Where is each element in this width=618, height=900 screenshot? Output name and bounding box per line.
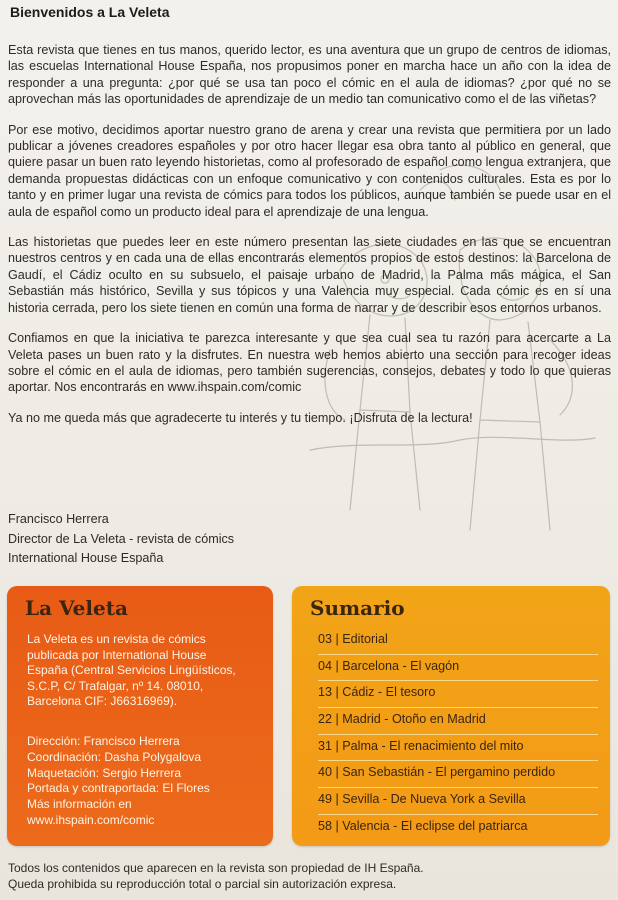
info-line: España (Central Servicios Lingüísticos, — [27, 663, 236, 678]
credit-line: Portada y contraportada: El Flores — [27, 781, 210, 796]
page-title: Bienvenidos a La Veleta — [10, 4, 170, 20]
website-link[interactable]: www.ihspain.com/comic — [27, 812, 155, 827]
about-heading: La Veleta — [25, 596, 128, 620]
credit-line: Dirección: Francisco Herrera — [27, 734, 180, 748]
editorial-text — [8, 42, 611, 440]
toc-item: 40 | San Sebastián - El pergamino perdido — [318, 761, 598, 788]
toc-item: 13 | Cádiz - El tesoro — [318, 681, 598, 708]
signature-org: International House España — [8, 551, 164, 565]
toc-item: 31 | Palma - El renacimiento del mito — [318, 735, 598, 762]
info-line: Barcelona CIF: J66316969). — [27, 694, 178, 709]
summary-heading: Sumario — [310, 596, 405, 620]
footer-line: Queda prohibida su reproducción total o parcial sin autorización expresa. — [8, 877, 397, 891]
info-line: La Veleta es un revista de cómics — [27, 632, 206, 646]
signature-role: Director de La Veleta - revista de cómics — [8, 531, 235, 546]
about-box — [7, 586, 273, 846]
table-of-contents — [318, 628, 598, 842]
toc-item: 03 | Editorial — [318, 628, 598, 655]
info-line: S.C.P, C/ Trafalgar, nº 14. 08010, — [27, 678, 204, 693]
toc-item: 22 | Madrid - Otoño en Madrid — [318, 708, 598, 735]
summary-box — [292, 586, 610, 846]
credit-line: Más información en — [27, 797, 132, 812]
toc-item: 58 | Valencia - El eclipse del patriarca — [318, 818, 528, 833]
signature-name: Francisco Herrera — [8, 512, 109, 526]
paragraph: Las historietas que puedes leer en este número presentan las siete ciudades en las que se encuentran nuestros centros y en cada una de ellas encontrarás elementos propios de estos destinos: la Barcelona de Gaudí, el Cádiz oculto en su subsuelo, el paisaje urbano de Madrid, la Palma más mágica, el San Sebastián más histórico, Sevilla y sus tópicos y una Valencia muy especial. Cada cómic es en sí una historia cerrada, pero los siete tienen en común una forma de narrar y de describir esos entornos urbanos. — [8, 235, 611, 315]
credits-list — [27, 734, 272, 829]
toc-item: 04 | Barcelona - El vagón — [318, 655, 598, 682]
info-line: publicada por International House — [27, 647, 207, 662]
paragraph: Ya no me queda más que agradecerte tu interés y tu tiempo. ¡Disfruta de la lectura! — [8, 410, 473, 425]
paragraph: Esta revista que tienes en tus manos, querido lector, es una aventura que un grupo de centros de idiomas, las escuelas International House España, nos propusimos poner en marcha hace un año con la idea de responder a una pregunta: ¿por qué se usa tan poco el cómic en el aula de idiomas? ¿por qué no se aprovechan más las oportunidades de aprendizaje de un medio tan comunicativo como el de las viñetas? — [8, 43, 611, 107]
footer-line: Todos los contenidos que aparecen en la revista son propiedad de IH España. — [8, 861, 424, 875]
paragraph: Confiamos en que la iniciativa te parezca interesante y que sea cual sea tu razón para acercarte a La Veleta pases un buen rato y la disfrutes. En nuestra web hemos abierto una sección para recoger ideas sobre el cómic en el aula de idiomas, pero también sugerencias, consejos, debates y todo lo que quieras aportar. Nos encontrarás en www.ihspain.com/comic — [8, 331, 611, 395]
credit-line: Coordinación: Dasha Polygalova — [27, 749, 202, 764]
copyright-notice — [8, 860, 424, 892]
signature-block — [8, 510, 234, 569]
publisher-info — [27, 632, 272, 710]
paragraph: Por ese motivo, decidimos aportar nuestro grano de arena y crear una revista que permitiera por un lado publicar a jóvenes creadores españoles y por otro hacer llegar esa obra tanto al público en general, que quiere pasar un buen rato leyendo historietas, como al profesorado de español como lengua extranjera, que demanda propuestas didácticas con un enfoque comunicativo y con contenidos culturales. Esta es por lo tanto y en primer lugar una revista de cómics para todos los públicos, aunque también se puede usar en el aula de español como un producto ideal para el aprendizaje de una lengua. — [8, 122, 611, 219]
credit-line: Maquetación: Sergio Herrera — [27, 765, 182, 780]
toc-item: 49 | Sevilla - De Nueva York a Sevilla — [318, 788, 598, 815]
